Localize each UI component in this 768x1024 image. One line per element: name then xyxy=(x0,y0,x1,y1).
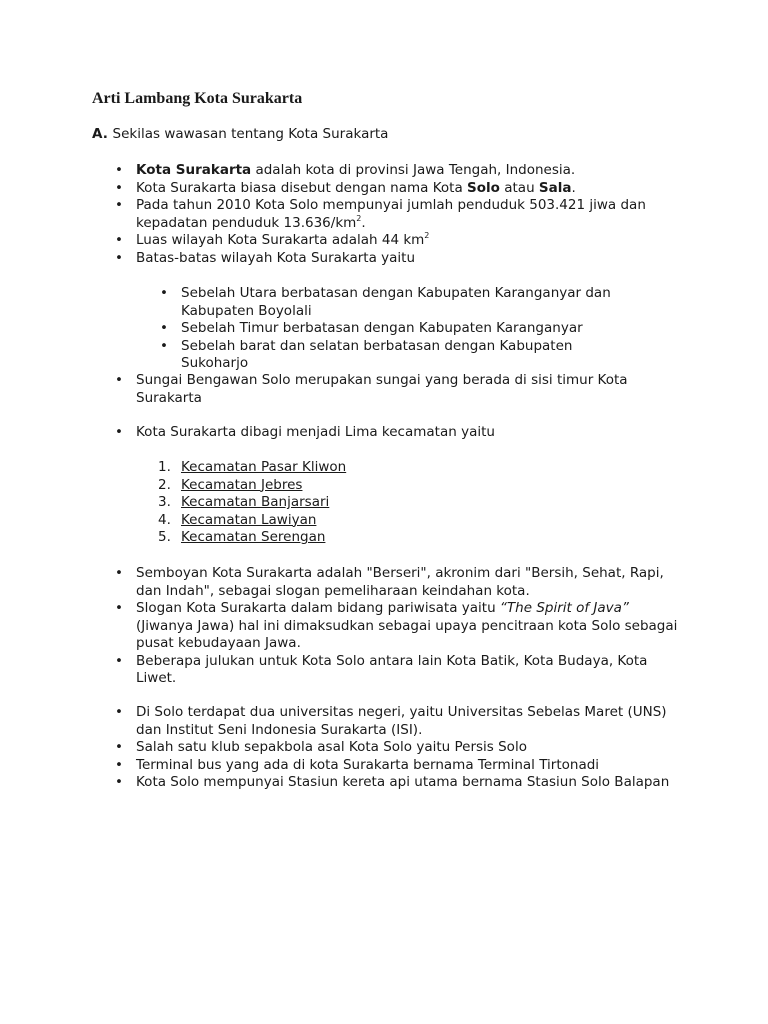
list-item: • Kota Surakarta dibagi menjadi Lima kecamatan yaitu xyxy=(136,424,696,442)
list-item: • Di Solo terdapat dua universitas negeri, yaitu Universitas Sebelas Maret (UNS) dan Institut Seni Indonesia Surakarta (ISI). xyxy=(136,704,681,739)
section-letter: A. xyxy=(92,126,108,142)
facts-list xyxy=(136,162,696,267)
kecamatan-link[interactable]: Kecamatan Banjarsari xyxy=(181,494,330,510)
list-item: • Kota Solo mempunyai Stasiun kereta api utama bernama Stasiun Solo Balapan xyxy=(136,774,681,792)
superscript: 2 xyxy=(356,213,362,223)
item-number: 3. xyxy=(158,494,171,510)
list-item: • Kota Surakarta adalah kota di provinsi Jawa Tengah, Indonesia. xyxy=(136,162,696,180)
list-item: • Pada tahun 2010 Kota Solo mempunyai jumlah penduduk 503.421 jiwa dan kepadatan penduduk $13.636/km^2$. xyxy=(136,197,696,232)
bold-text: Sala xyxy=(538,179,572,196)
list-item: • Sungai Bengawan Solo merupakan sungai yang berada di sisi timur Kota Surakarta xyxy=(136,372,636,407)
section-heading-text: Sekilas wawasan tentang Kota Surakarta xyxy=(112,126,389,142)
page-title: Arti Lambang Kota Surakarta xyxy=(92,90,303,107)
kecamatan-link[interactable]: Kecamatan Pasar Kliwon xyxy=(181,459,347,475)
list-item xyxy=(158,529,641,547)
list-item: • Sebelah Timur berbatasan dengan Kabupaten Karanganyar xyxy=(181,320,641,338)
river-list xyxy=(136,372,636,407)
list-item: • Sebelah Utara berbatasan dengan Kabupaten Karanganyar dan Kabupaten Boyolali xyxy=(181,285,641,320)
list-item: • Luas wilayah Kota Surakarta adalah 44 $km^2$ xyxy=(136,232,696,250)
kecamatan-link[interactable]: Kecamatan Lawiyan xyxy=(181,511,317,528)
kecamatan-intro-list xyxy=(136,424,696,442)
list-item xyxy=(158,476,641,495)
italic-text: “The Spirit of Java” xyxy=(499,600,629,616)
section-heading xyxy=(92,126,388,142)
slogan-list xyxy=(136,565,681,688)
item-number: 2. xyxy=(158,476,171,493)
list-item: • Beberapa julukan untuk Kota Solo antara lain Kota Batik, Kota Budaya, Kota Liwet. xyxy=(136,653,681,688)
item-number: 4. xyxy=(158,511,171,528)
list-item: • Terminal bus yang ada di kota Surakarta bernama Terminal Tirtonadi xyxy=(136,757,681,775)
bold-text: Solo xyxy=(467,179,500,196)
list-item: • Semboyan Kota Surakarta adalah "Berseri", akronim dari "Bersih, Sehat, Rapi, dan Indah", sebagai slogan pemeliharaan keindahan kota. xyxy=(136,565,681,600)
superscript: 2 xyxy=(424,231,430,240)
borders-list xyxy=(181,285,641,373)
list-item xyxy=(158,494,641,512)
facts-list-2 xyxy=(136,704,681,792)
list-item: • Slogan Kota Surakarta dalam bidang pariwisata yaitu “The Spirit of Java” (Jiwanya Jawa) hal ini dimaksudkan sebagai upaya pencitraan kota Solo sebagai pusat kebudayaan Jawa. xyxy=(136,600,681,653)
list-item xyxy=(158,459,641,477)
list-item: • Sebelah barat dan selatan berbatasan dengan Kabupaten Sukoharjo xyxy=(181,338,641,373)
item-number: 5. xyxy=(158,529,171,545)
kecamatan-link[interactable]: Kecamatan Serengan xyxy=(181,529,326,545)
list-item: • Salah satu klub sepakbola asal Kota Solo yaitu Persis Solo xyxy=(136,739,681,757)
kecamatan-link[interactable]: Kecamatan Jebres xyxy=(181,476,303,493)
list-item: • Kota Surakarta biasa disebut dengan nama Kota Solo atau Sala. xyxy=(136,180,696,198)
kecamatan-list xyxy=(158,459,641,547)
bold-text: Kota Surakarta xyxy=(136,162,252,178)
list-item xyxy=(158,511,641,530)
item-number: 1. xyxy=(158,459,171,475)
list-item: • Batas-batas wilayah Kota Surakarta yaitu xyxy=(136,250,696,268)
